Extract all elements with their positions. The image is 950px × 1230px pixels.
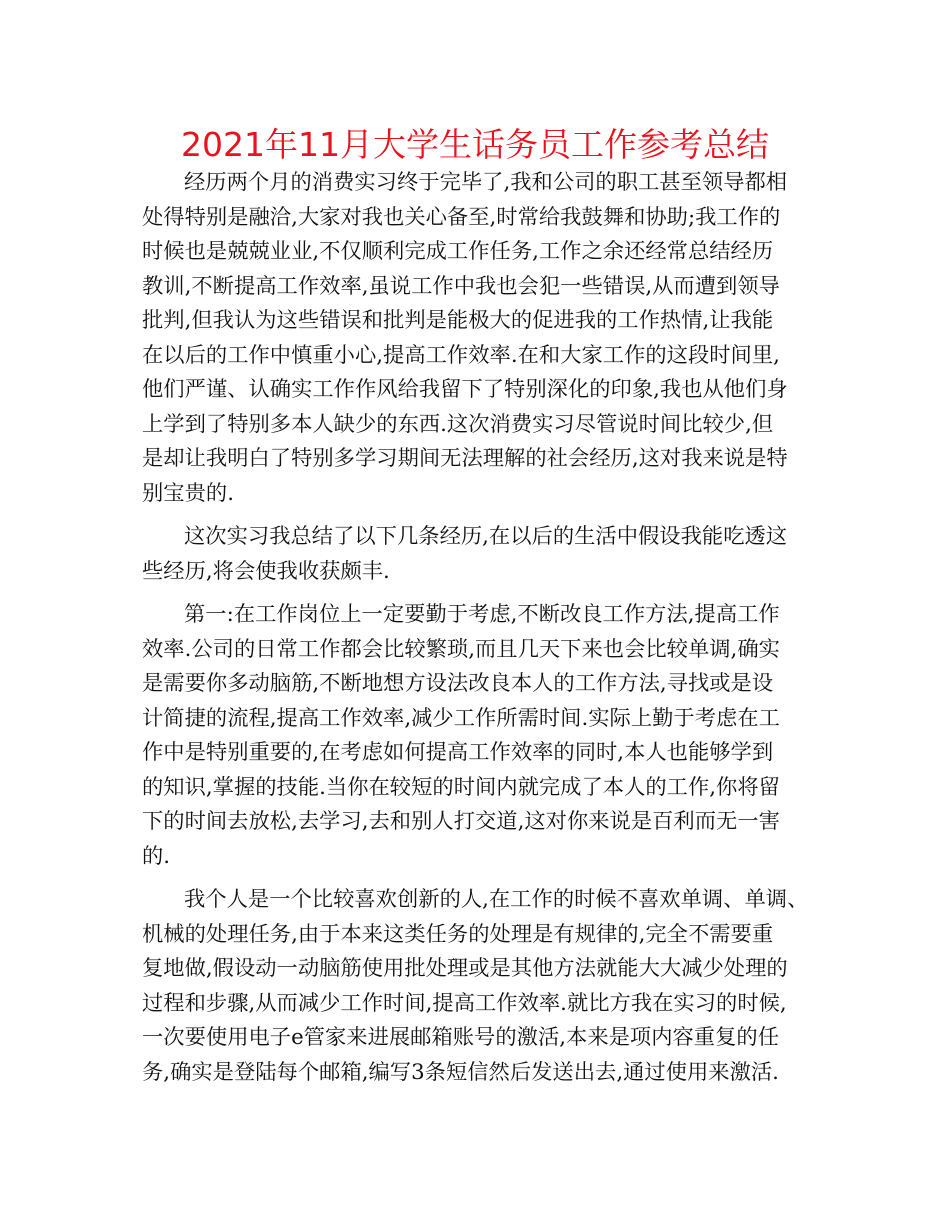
text-line: 第一:在工作岗位上一定要勤于考虑,不断改良工作方法,提高工作 [184,602,780,627]
document-body [142,166,822,1090]
text-line: 机械的处理任务,由于本来这类任务的处理是有规律的,完全不需要重 [142,921,774,947]
text-line: 复地做,假设动一动脑筋使用批处理或是其他方法就能大大减少处理的 [142,956,788,981]
paragraph-2 [142,520,822,589]
text-line: 些经历,将会使我收获颇丰. [142,558,390,584]
paragraph-gap [142,589,822,598]
text-line: 批判,但我认为这些错误和批判是能极大的促进我的工作热情,让我能 [142,308,774,333]
text-line: 务,确实是登陆每个邮箱,编写3条短信然后发送出去,通过使用来激活. [142,1059,779,1085]
text-line: 一次要使用电子e管家来进展邮箱账号的激活,本来是项内容重复的任 [142,1025,779,1050]
text-line: 处得特别是融洽,大家对我也关心备至,时常给我鼓舞和协助;我工作的 [142,204,781,230]
paragraph-4 [142,883,822,1090]
text-line: 这次实习我总结了以下几条经历,在以后的生活中假设我能吃透这 [184,524,788,549]
text-line: 的知识,掌握的技能.当你在较短的时间内就完成了本人的工作,你将留 [142,774,780,800]
text-line: 作中是特别重要的,在考虑如何提高工作效率的同时,本人也能够学到 [142,740,774,765]
paragraph-gap [142,874,822,883]
text-line: 教训,不断提高工作效率,虽说工作中我也会犯一些错误,从而遭到领导 [142,273,780,299]
text-line: 他们严谨、认确实工作作风给我留下了特别深化的印象,我也从他们身 [142,377,788,402]
text-line: 下的时间去放松,去学习,去和别人打交道,这对你来说是百利而无一害 [142,809,780,834]
text-line: 是却让我明白了特别多学习期间无法理解的社会经历,这对我来说是特 [142,446,788,471]
paragraph-3 [142,598,822,874]
text-line: 在以后的工作中慎重小心,提高工作效率.在和大家工作的这段时间里, [142,342,780,368]
text-line: 经历两个月的消费实习终于完毕了,我和公司的职工甚至领导都相 [184,170,788,195]
document-title: 2021年11月大学生话务员工作参考总结 [181,125,769,164]
text-line: 别宝贵的. [142,480,234,506]
paragraph-1 [142,166,822,511]
text-line: 时候也是兢兢业业,不仅顺利完成工作任务,工作之余还经常总结经历 [142,239,774,264]
text-line: 过程和步骤,从而减少工作时间,提高工作效率.就比方我在实习的时候, [142,990,787,1016]
text-line: 是需要你多动脑筋,不断地想方设法改良本人的工作方法,寻找或是设 [142,671,774,696]
paragraph-gap [142,511,822,520]
text-line: 的. [142,843,171,869]
text-line: 上学到了特别多本人缺少的东西.这次消费实习尽管说时间比较少,但 [142,411,774,437]
text-line: 效率.公司的日常工作都会比较繁琐,而且几天下来也会比较单调,确实 [142,636,780,662]
text-line: 我个人是一个比较喜欢创新的人,在工作的时候不喜欢单调、单调、 [184,887,809,912]
text-line: 计简捷的流程,提高工作效率,减少工作所需时间.实际上勤于考虑在工 [142,705,780,731]
